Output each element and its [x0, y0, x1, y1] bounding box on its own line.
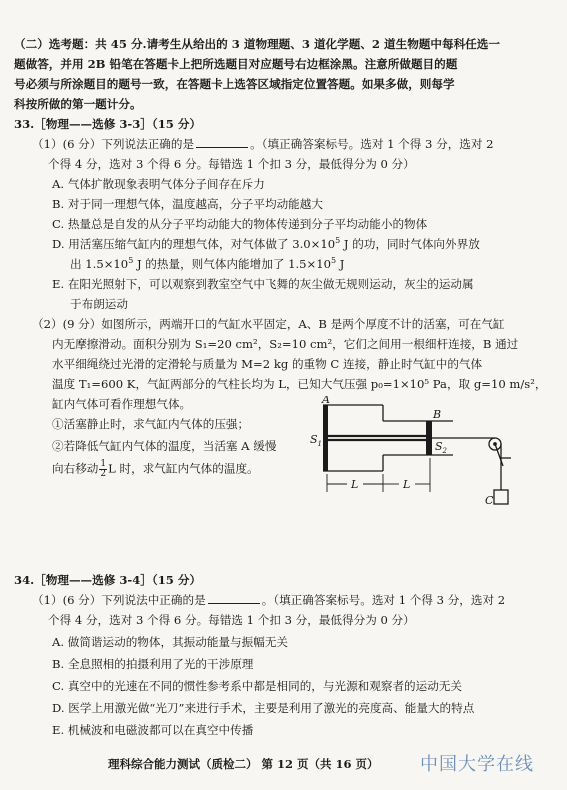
- q34-part1-instructions: 。（填正确答案标号。选对 1 个得 3 分，选对 2: [261, 593, 506, 607]
- q34-option-a: A. 做简谐运动的物体，其振动能量与振幅无关: [52, 635, 289, 649]
- pulley-support: [495, 444, 503, 466]
- q34-answer-blank: [208, 592, 260, 604]
- q33-part2-line-1: （2）(9 分）如图所示，两端开口的气缸水平固定，A、B 是两个厚度不计的活塞，可在气缸: [32, 317, 505, 331]
- q34-header: 34.［物理——选修 3-4］（15 分）: [14, 573, 202, 587]
- label-l-2: L: [403, 478, 411, 491]
- q33-part1-line-2: 个得 4 分，选对 3 个得 6 分。每错选 1 个扣 3 分，最低得分为 0 分）: [48, 157, 415, 171]
- q34-part1-line-1: [32, 592, 505, 608]
- q33-part2-line-2: 内无摩擦滑动。面积分别为 S₁=20 cm²，S₂=10 cm²，它们之间用一根细杆连接，B 通过: [52, 337, 519, 351]
- q33-option-e-line-1: E. 在阳光照射下，可以观察到教室空气中飞舞的灰尘做无规则运动，灰尘的运动属: [52, 277, 474, 291]
- q34-part1-line-2: 个得 4 分，选对 3 个得 6 分。每错选 1 个扣 3 分，最低得分为 0 分）: [48, 613, 415, 627]
- cylinder-piston-diagram: [305, 396, 525, 516]
- label-s2-sub: 2: [442, 447, 448, 455]
- q33-option-d-exp-3: 5: [331, 256, 337, 266]
- label-a: A: [322, 396, 330, 406]
- q34-part1-prompt: （1）(6 分）下列说法中正确的是: [32, 593, 206, 607]
- label-s1: [310, 433, 322, 448]
- q33-option-a: A. 气体扩散现象表明气体分子间存在斥力: [52, 177, 265, 191]
- q33-option-d-exp-1: 5: [335, 236, 341, 246]
- intro-line-1: （二）选考题：共 45 分.请考生从给出的 3 道物理题、3 道化学题、2 道生物题中每科任选一: [14, 37, 500, 51]
- q33-option-d-line-1: [52, 236, 480, 252]
- intro-line-3: 号必须与所涂题目的题号一致，在答题卡上选答区域指定位置答题。如果多做，则每学: [14, 77, 455, 91]
- fraction-denominator: 2: [100, 469, 107, 479]
- q33-option-d-text-3: 出 1.5×10: [70, 257, 129, 271]
- fraction-one-half: [99, 460, 107, 479]
- fraction-numerator: 1: [100, 459, 107, 469]
- q34-option-b: B. 全息照相的拍摄利用了光的干涉原理: [52, 657, 254, 671]
- label-s1-sub: 1: [317, 440, 323, 448]
- label-s1-text: S: [310, 433, 318, 446]
- label-s2-text: S: [435, 440, 443, 453]
- q33-sub-question-1: ①活塞静止时，求气缸内气体的压强；: [52, 417, 250, 431]
- q33-part2-line-3: 水平细绳绕过光滑的定滑轮与质量为 M=2 kg 的重物 C 连接，静止时气缸中的气体: [52, 357, 483, 371]
- q33-option-d-text-5: J: [336, 257, 345, 271]
- q33-option-d-text-2: J 的功，同时气体向外界放: [340, 237, 480, 251]
- label-s2: [435, 440, 448, 455]
- q33-sub-question-3: [52, 460, 259, 479]
- page-footer: 理科综合能力测试（质检二） 第 12 页（共 16 页）: [108, 757, 379, 771]
- q33-option-e-line-2: 于布朗运动: [70, 297, 128, 311]
- weight-c: [494, 490, 508, 504]
- q33-option-b: B. 对于同一理想气体，温度越高，分子平均动能越大: [52, 197, 323, 211]
- q33-part1-instructions: 。（填正确答案标号。选对 1 个得 3 分，选对 2: [250, 137, 494, 151]
- intro-line-4: 科按所做的第一题计分。: [14, 97, 142, 111]
- q33-option-d-line-2: [70, 256, 344, 272]
- q33-part2-line-4: 温度 T₁=600 K，气缸两部分的气柱长均为 L，已知大气压强 p₀=1×10⁵ Pa，取 g=10 m/s²，: [52, 377, 547, 391]
- q34-option-d: D. 医学上用激光做“光刀”来进行手术，主要是利用了激光的亮度高、能量大的特点: [52, 701, 475, 715]
- watermark-text: 中国大学在线: [420, 754, 534, 775]
- label-b: B: [433, 408, 442, 421]
- q33-option-c: C. 热量总是自发的从分子平均动能大的物体传递到分子平均动能小的物体: [52, 217, 428, 231]
- q33-answer-blank: [196, 136, 248, 148]
- intro-line-2: 题做答，并用 2B 铅笔在答题卡上把所选题目对应题号右边框涂黑。注意所做题目的题: [14, 57, 458, 71]
- q33-header: 33.［物理——选修 3-3］（15 分）: [14, 117, 202, 131]
- q33-option-d-text-4: J 的热量，则气体内能增加了 1.5×10: [133, 257, 332, 271]
- q33-part1-prompt: （1）(6 分）下列说法正确的是: [32, 137, 195, 151]
- q33-option-d-exp-2: 5: [128, 256, 134, 266]
- q33-sub3-text-2: L 时，求气缸内气体的温度。: [108, 461, 259, 476]
- q33-part1-line-1: [32, 136, 494, 152]
- q33-sub3-text-1: 向右移动: [52, 461, 99, 476]
- label-c: C: [485, 494, 494, 507]
- q33-sub-question-2: ②若降低气缸内气体的温度，当活塞 A 缓慢: [52, 439, 277, 453]
- q33-option-d-text-1: D. 用活塞压缩气缸内的理想气体，对气体做了 3.0×10: [52, 237, 336, 251]
- label-l-1: L: [351, 478, 359, 491]
- q33-part2-line-5: 缸内气体可看作理想气体。: [52, 397, 192, 411]
- q34-option-c: C. 真空中的光速在不同的惯性参考系中都是相同的，与光源和观察者的运动无关: [52, 679, 463, 693]
- piston-b: [426, 421, 432, 455]
- piston-a: [323, 405, 328, 471]
- q34-option-e: E. 机械波和电磁波都可以在真空中传播: [52, 723, 254, 737]
